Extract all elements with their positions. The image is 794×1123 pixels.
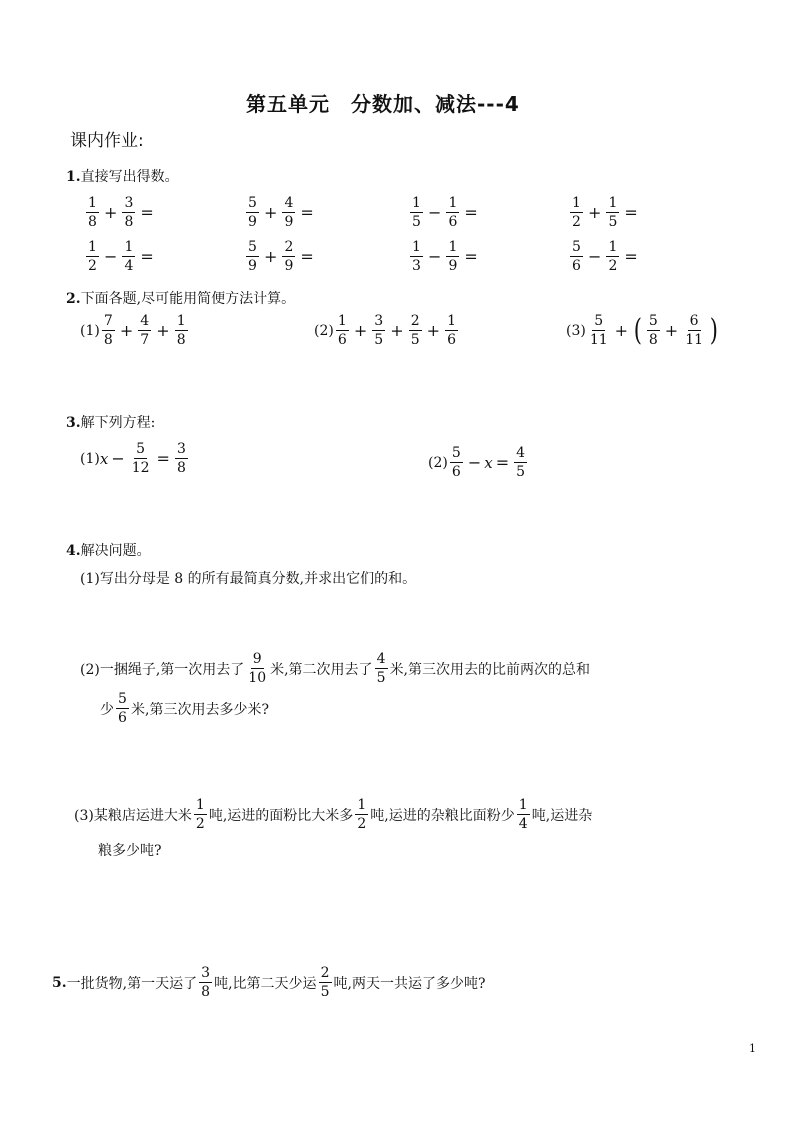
math-operator: = xyxy=(464,203,478,222)
text-segment: (1)写出分母是 8 的所有最简真分数,并求出它们的和。 xyxy=(80,571,417,587)
text-segment: 一批货物,第一天运了 xyxy=(66,975,198,992)
fraction xyxy=(246,196,259,229)
question-5-text xyxy=(67,966,486,999)
fraction-denominator: 5 xyxy=(608,214,618,230)
q4-part-2-line-2 xyxy=(100,692,269,725)
fraction-numerator: 1 xyxy=(336,314,349,331)
fraction-numerator: 5 xyxy=(450,446,463,463)
fraction-denominator: 5 xyxy=(516,464,526,480)
q4-part-2-line-1 xyxy=(80,652,590,685)
math-operator: = xyxy=(624,203,638,222)
fraction-denominator: 2 xyxy=(572,214,581,230)
q1-item-5 xyxy=(84,240,157,273)
fraction-denominator: 6 xyxy=(337,332,347,348)
fraction-denominator: 8 xyxy=(201,984,211,1000)
variable-x: x xyxy=(99,449,109,468)
q1-item-1 xyxy=(84,196,157,229)
fraction-numerator: 9 xyxy=(251,652,264,669)
question-3-number: 3. xyxy=(66,415,81,431)
fraction xyxy=(175,314,188,347)
fraction-numerator: 4 xyxy=(514,446,527,463)
question-3-heading xyxy=(66,412,155,432)
q4-part-1 xyxy=(80,568,416,588)
question-5 xyxy=(52,966,486,999)
q4-part-3-line-2 xyxy=(98,840,162,860)
fraction xyxy=(282,240,295,273)
fraction xyxy=(102,314,115,347)
fraction-denominator: 6 xyxy=(451,464,461,480)
fraction-numerator: 3 xyxy=(122,196,135,213)
fraction-numerator: 1 xyxy=(410,240,423,257)
fraction-numerator: 5 xyxy=(246,196,259,213)
fraction xyxy=(246,240,259,273)
text-segment: 米,第三次用去的比前两次的总和 xyxy=(389,661,591,678)
math-operator: = xyxy=(156,449,170,468)
math-operator: + xyxy=(156,321,170,340)
fraction xyxy=(372,314,385,347)
text-segment: (2)一捆绳子,第一次用去了 xyxy=(80,661,245,678)
fraction-numerator: 5 xyxy=(246,240,259,257)
fraction-numerator: 1 xyxy=(86,240,99,257)
fraction-denominator: 11 xyxy=(685,332,704,348)
fraction-numerator: 7 xyxy=(102,314,115,331)
fraction-numerator: 3 xyxy=(372,314,385,331)
fraction xyxy=(282,196,295,229)
fraction xyxy=(683,314,705,347)
text-segment: 吨,比第二天少运 xyxy=(214,975,317,992)
text-segment: (3)某粮店运进大米 xyxy=(74,807,192,824)
text-segment: (2) xyxy=(428,454,448,471)
fraction xyxy=(319,966,332,999)
question-4-heading xyxy=(66,540,151,560)
math-operator: − xyxy=(588,247,602,266)
fraction-denominator: 2 xyxy=(88,258,97,274)
fraction-denominator: 9 xyxy=(248,258,257,274)
parenthesis: ( xyxy=(633,312,643,348)
fraction-denominator: 5 xyxy=(374,332,384,348)
fraction-denominator: 11 xyxy=(589,332,608,348)
fraction-numerator: 3 xyxy=(199,966,212,983)
fraction xyxy=(446,196,459,229)
q3-item-2 xyxy=(428,446,529,479)
fraction xyxy=(122,196,135,229)
fraction xyxy=(570,240,583,273)
math-operator: − xyxy=(104,247,118,266)
fraction-numerator: 1 xyxy=(86,196,99,213)
question-1-number: 1. xyxy=(66,169,81,185)
fraction-denominator: 7 xyxy=(140,332,150,348)
fraction-denominator: 2 xyxy=(608,258,618,274)
question-2-text: 下面各题,尽可能用简便方法计算。 xyxy=(80,291,296,307)
fraction xyxy=(647,314,660,347)
text-segment: (3) xyxy=(566,322,586,339)
fraction-numerator: 1 xyxy=(175,314,188,331)
q1-item-3 xyxy=(408,196,481,229)
fraction-denominator: 5 xyxy=(376,670,386,686)
fraction-numerator: 5 xyxy=(134,442,147,459)
question-1-heading xyxy=(66,166,179,186)
text-segment: 米,第二次用去了 xyxy=(270,661,373,678)
math-operator: + xyxy=(390,321,404,340)
q1-item-2 xyxy=(244,196,317,229)
math-operator: + xyxy=(353,321,368,340)
fraction-denominator: 4 xyxy=(124,258,134,274)
text-segment: 吨,运进的面粉比大米多 xyxy=(208,807,354,824)
fraction-numerator: 1 xyxy=(410,196,423,213)
q1-item-7 xyxy=(408,240,481,273)
fraction xyxy=(517,798,530,831)
fraction-numerator: 2 xyxy=(282,240,295,257)
math-operator: = xyxy=(140,247,154,266)
fraction xyxy=(450,446,463,479)
question-2-number: 2. xyxy=(66,291,81,307)
fraction-denominator: 12 xyxy=(131,460,150,476)
fraction-numerator: 3 xyxy=(175,442,188,459)
fraction xyxy=(336,314,349,347)
fraction xyxy=(410,196,423,229)
fraction-denominator: 10 xyxy=(248,670,267,686)
math-operator: + xyxy=(104,203,118,222)
parenthesis: ) xyxy=(709,312,718,348)
math-operator: + xyxy=(664,321,679,340)
fraction-numerator: 1 xyxy=(122,240,135,257)
math-operator: + xyxy=(119,321,134,340)
math-operator: = xyxy=(300,203,314,222)
fraction-numerator: 5 xyxy=(647,314,660,331)
math-operator: − xyxy=(428,203,442,222)
fraction xyxy=(606,196,619,229)
fraction-denominator: 6 xyxy=(448,214,458,230)
text-segment: (1) xyxy=(80,450,100,467)
fraction-denominator: 9 xyxy=(284,258,294,274)
fraction xyxy=(409,314,422,347)
fraction-numerator: 6 xyxy=(688,314,701,331)
math-operator: − xyxy=(111,449,125,468)
q3-item-1 xyxy=(80,442,190,475)
fraction-denominator: 6 xyxy=(447,332,457,348)
fraction-denominator: 8 xyxy=(88,214,97,230)
fraction-denominator: 5 xyxy=(320,984,330,1000)
fraction-numerator: 4 xyxy=(138,314,151,331)
fraction-numerator: 1 xyxy=(446,196,459,213)
fraction xyxy=(570,196,583,229)
fraction-numerator: 1 xyxy=(446,240,459,257)
question-3-text: 解下列方程: xyxy=(80,415,156,431)
math-operator: = xyxy=(624,247,638,266)
fraction-numerator: 2 xyxy=(409,314,422,331)
fraction-numerator: 5 xyxy=(570,240,583,257)
math-operator: − xyxy=(428,247,442,266)
fraction xyxy=(86,240,99,273)
page-title: 第五单元 分数加、减法---4 xyxy=(246,92,520,116)
fraction-numerator: 4 xyxy=(375,652,388,669)
fraction xyxy=(199,966,212,999)
question-2-heading xyxy=(66,288,295,308)
fraction xyxy=(606,240,619,273)
fraction xyxy=(446,240,459,273)
fraction xyxy=(86,196,99,229)
q2-item-3 xyxy=(566,314,721,347)
fraction-denominator: 5 xyxy=(412,214,421,230)
fraction-numerator: 1 xyxy=(517,798,530,815)
fraction-numerator: 1 xyxy=(570,196,583,213)
math-operator: + xyxy=(426,321,441,340)
math-operator: + xyxy=(588,203,602,222)
fraction-denominator: 4 xyxy=(518,816,528,832)
math-operator: + xyxy=(614,321,629,340)
question-5-number: 5. xyxy=(52,974,67,991)
fraction xyxy=(375,652,388,685)
math-operator: = xyxy=(495,453,510,472)
fraction xyxy=(355,798,368,831)
math-operator: = xyxy=(300,247,314,266)
text-segment: 吨,两天一共运了多少吨? xyxy=(333,975,486,992)
fraction-denominator: 6 xyxy=(572,258,581,274)
fraction-denominator: 9 xyxy=(448,258,458,274)
fraction-numerator: 1 xyxy=(606,240,619,257)
q2-item-1 xyxy=(80,314,190,347)
question-4-number: 4. xyxy=(66,543,81,559)
fraction-numerator: 1 xyxy=(194,798,207,815)
fraction-denominator: 9 xyxy=(284,214,294,230)
fraction xyxy=(588,314,610,347)
fraction-numerator: 4 xyxy=(282,196,295,213)
math-operator: + xyxy=(264,247,278,266)
fraction-denominator: 5 xyxy=(410,332,420,348)
fraction-numerator: 1 xyxy=(445,314,458,331)
q4-part-3-line-1 xyxy=(74,798,592,831)
fraction xyxy=(246,652,268,685)
q1-item-6 xyxy=(244,240,317,273)
fraction xyxy=(194,798,207,831)
fraction-denominator: 8 xyxy=(124,214,134,230)
fraction xyxy=(130,442,152,475)
fraction xyxy=(175,442,188,475)
fraction-denominator: 6 xyxy=(118,710,127,726)
text-segment: 吨,运进杂 xyxy=(531,807,593,824)
fraction-numerator: 1 xyxy=(606,196,619,213)
fraction-denominator: 8 xyxy=(103,332,113,348)
math-operator: = xyxy=(140,203,154,222)
fraction xyxy=(445,314,458,347)
math-operator: = xyxy=(464,247,478,266)
text-segment: (1) xyxy=(80,322,100,339)
math-operator: + xyxy=(264,203,278,222)
fraction-denominator: 9 xyxy=(248,214,257,230)
text-segment: 米,第三次用去多少米? xyxy=(131,701,269,718)
fraction-denominator: 2 xyxy=(195,816,205,832)
fraction xyxy=(116,692,129,725)
fraction-denominator: 8 xyxy=(176,332,186,348)
variable-x: x xyxy=(484,453,493,472)
fraction-numerator: 5 xyxy=(116,692,129,709)
fraction-denominator: 3 xyxy=(412,258,421,274)
fraction xyxy=(122,240,135,273)
question-4-text: 解决问题。 xyxy=(80,543,151,559)
q1-item-8 xyxy=(568,240,641,273)
fraction xyxy=(410,240,423,273)
fraction xyxy=(138,314,151,347)
question-1-text: 直接写出得数。 xyxy=(80,169,179,185)
q2-item-2 xyxy=(314,314,460,347)
text-segment: (2) xyxy=(314,322,334,339)
section-subtitle: 课内作业: xyxy=(70,131,144,151)
fraction-denominator: 8 xyxy=(648,332,658,348)
text-segment: 少 xyxy=(100,701,114,718)
fraction-denominator: 2 xyxy=(357,816,367,832)
text-segment: 吨,运进的杂粮比面粉少 xyxy=(370,807,515,824)
text-segment: 粮多少吨? xyxy=(98,843,162,859)
math-operator: − xyxy=(467,453,482,472)
fraction-numerator: 1 xyxy=(355,798,368,815)
fraction-denominator: 8 xyxy=(176,460,186,476)
fraction xyxy=(514,446,527,479)
fraction-numerator: 5 xyxy=(592,314,605,331)
page-number: 1 xyxy=(749,1042,756,1055)
q1-item-4 xyxy=(568,196,641,229)
fraction-numerator: 2 xyxy=(319,966,332,983)
